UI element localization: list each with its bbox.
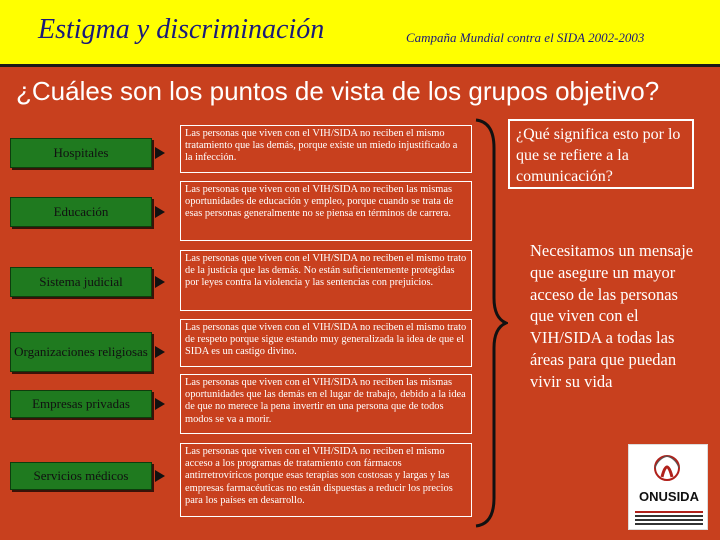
- logo-name: ONUSIDA: [639, 489, 699, 504]
- arrow-icon: [155, 276, 165, 288]
- sector-hospitales: Hospitales: [10, 138, 152, 168]
- sector-sistema-judicial: Sistema judicial: [10, 267, 152, 297]
- sector-organizaciones-religiosas: Organizaciones religiosas: [10, 332, 152, 372]
- unaids-emblem-icon: [650, 453, 684, 483]
- main-question: ¿Cuáles son los puntos de vista de los grupos objetivo?: [16, 76, 660, 106]
- sector-educacion: Educación: [10, 197, 152, 227]
- arrow-icon: [155, 398, 165, 410]
- description-hospitales: Las personas que viven con el VIH/SIDA no reciben el mismo tratamiento que las demás, porque existe un miedo injustificado a la infección.: [180, 125, 472, 173]
- sector-empresas-privadas: Empresas privadas: [10, 390, 152, 418]
- description-educacion: Las personas que viven con el VIH/SIDA no reciben las mismas oportunidades de educación y empleo, porque cuando se trata de esas personas generalmente no se piensa en términos de carrera.: [180, 181, 472, 241]
- callout-box: ¿Qué significa esto por lo que se refiere a la comunicación?: [508, 119, 694, 189]
- description-servicios-medicos: Las personas que viven con el VIH/SIDA no reciben el mismo acceso a los programas de tratamiento con fármacos antirretrovíricos porque esas terapias son costosas y largas y las empresas farmacéuticas no están dispuestas a reducir los precios para los países en desarrollo.: [180, 443, 472, 517]
- onusida-logo: [628, 444, 708, 530]
- logo-sponsor-lines: [635, 509, 703, 527]
- arrow-icon: [155, 470, 165, 482]
- arrow-icon: [155, 147, 165, 159]
- header-bar: [0, 0, 720, 67]
- page-title: Estigma y discriminación: [38, 14, 325, 45]
- sector-servicios-medicos: Servicios médicos: [10, 462, 152, 490]
- key-message: Necesitamos un mensaje que asegure un mayor acceso de las personas que viven con el VIH/SIDA a todas las áreas para que puedan vivir su vida: [530, 241, 694, 391]
- arrow-icon: [155, 346, 165, 358]
- campaign-subtitle: Campaña Mundial contra el SIDA 2002-2003: [406, 30, 645, 45]
- description-organizaciones-religiosas: Las personas que viven con el VIH/SIDA no reciben el mismo trato de respeto porque sigue estando muy generalizada la idea de que el SIDA es un castigo divino.: [180, 319, 472, 367]
- arrow-icon: [155, 206, 165, 218]
- right-brace-icon: [474, 118, 508, 528]
- description-empresas-privadas: Las personas que viven con el VIH/SIDA no reciben las mismas oportunidades que las demás en el lugar de trabajo, debido a la idea de que no merece la pena invertir en una persona que de todos modos se va a morir.: [180, 374, 472, 434]
- description-sistema-judicial: Las personas que viven con el VIH/SIDA no reciben el mismo trato de la justicia que las demás. No están suficientemente protegidas por leyes contra la violencia y las sentencias con prejuicios.: [180, 250, 472, 311]
